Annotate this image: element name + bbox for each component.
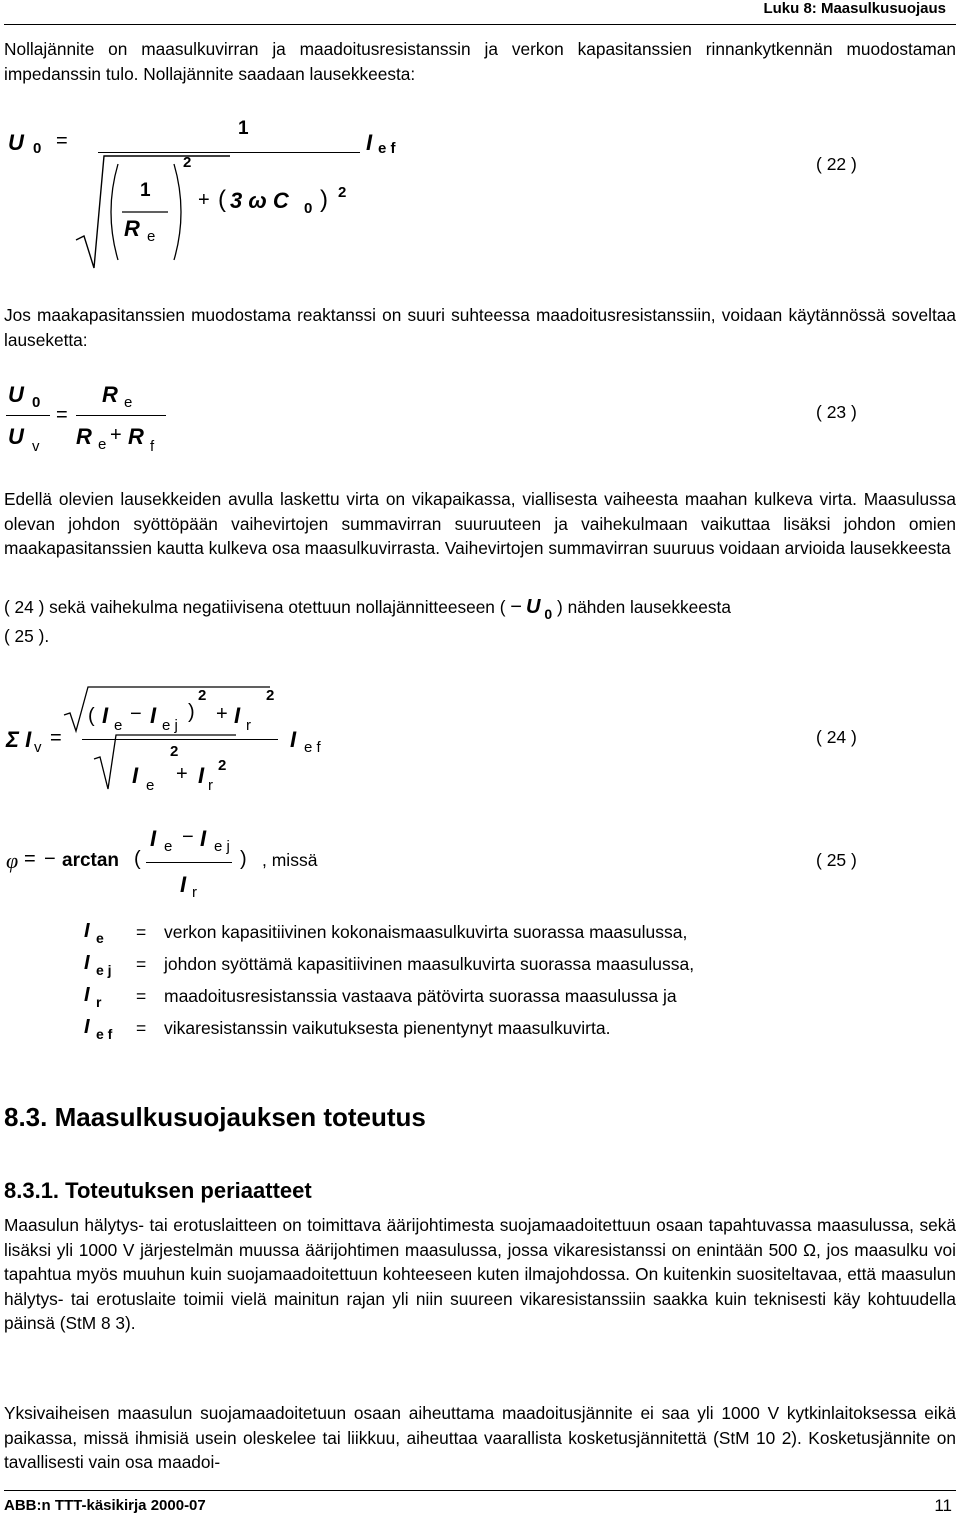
eq24-ir-sub: r (246, 717, 251, 734)
eq24-iej: I (150, 703, 157, 728)
eq25-fraction-bar (146, 862, 232, 863)
eq22-number: ( 22 ) (816, 154, 857, 174)
eq24-ie-den: I (132, 763, 139, 788)
eq24-minus: − (130, 703, 142, 725)
paragraph-3-end: ( 25 ). (4, 626, 50, 646)
eq25-number: ( 25 ) (816, 850, 857, 870)
chapter-header: Luku 8: Maasulkusuojaus (763, 0, 946, 17)
eq24-ie-den-sub: e (146, 777, 155, 794)
def-sub: e j (96, 962, 112, 978)
eq24-ir-den-sub: r (208, 777, 213, 794)
eq25-minus: − (44, 848, 56, 870)
eq25-ir-sub: r (192, 884, 197, 901)
section-heading: 8.3. Maasulkusuojauksen toteutus (4, 1102, 426, 1132)
eq24-equals: = (50, 727, 62, 749)
eq23-re-top-sub: e (124, 394, 133, 411)
def-sub: e (96, 930, 104, 946)
subsection-heading: 8.3.1. Toteutuksen periaatteet (4, 1178, 312, 1203)
eq24-sq4: 2 (218, 757, 227, 774)
def-sub: e f (96, 1026, 113, 1042)
eq24-fraction-bar (82, 739, 278, 740)
def-sym: I (84, 984, 90, 1006)
def-sym: I (84, 920, 90, 942)
paragraph-3-post: ) nähden lausekkeesta (557, 597, 731, 617)
intro-paragraph: Nollajännite on maasulkuvirran ja maadoitusresistanssin ja verkon kapasitanssien rinnankytkennän muodostaman impedanssin tulo. Nollajännite saadaan lausekkeesta: (4, 39, 956, 84)
eq22-lhs-sub: 0 (33, 140, 42, 157)
eq22-equals: = (56, 130, 68, 152)
eq25-ie-sub: e (164, 838, 173, 855)
eq24-ie: I (102, 703, 109, 728)
eq23-re-bottom: R (76, 424, 92, 449)
eq23-re-top: R (102, 382, 118, 407)
section-paragraph-1: Maasulun hälytys- tai erotuslaitteen on toimittava äärijohtimesta suojamaadoitettuun osaan tapahtuvassa maasulussa, sekä lisäksi yli 1000 V järjestelmän muussa äärijohtimen maasulussa, jossa vikaresistanssi on enintään 500 Ω, jos maasulku voi tapahtua myös muuhun kuin suojamaadoitettuun kohteeseen kuten ilmajohdossa. On kuitenkin suositeltavaa, että maasulun hälytys- tai erotuslaite toimii vielä mainitun rajan yli niin suureen vikaresistanssiin saakka kuin teknisesti käy kohtuudella päinsä (StM 8 3). (4, 1215, 956, 1333)
equation-22 (0, 120, 960, 280)
paragraph-2: Jos maakapasitanssien muodostama reaktanssi on suuri suhteessa maadoitusresistanssiin, voidaan käytännössä soveltaa lauseketta: (4, 305, 956, 350)
eq25-phi: φ (6, 848, 19, 873)
eq24-ir-den: I (198, 763, 205, 788)
eq22-i-sub: e f (378, 140, 396, 157)
eq22-sq1: 2 (183, 154, 192, 171)
equation-24 (0, 683, 960, 803)
def-sym: I (84, 952, 90, 974)
def-sym: I (84, 1016, 90, 1038)
header-rule (4, 24, 956, 25)
def-text: verkon kapasitiivinen kokonaismaasulkuvirta suorassa maasulussa, (164, 922, 688, 942)
footer-rule (4, 1490, 956, 1491)
def-text: maadoitusresistanssia vastaava pätövirta suorassa maasulussa ja (164, 986, 677, 1006)
eq23-u0-sub: 0 (32, 394, 41, 411)
eq25-iej: I (200, 826, 207, 851)
inline-minus: − (510, 596, 522, 618)
eq24-iej-sub: e j (162, 717, 178, 734)
page-number: 11 (934, 1496, 952, 1515)
eq22-lparen: ( (218, 186, 226, 213)
eq24-sq2: 2 (266, 687, 275, 704)
eq23-re-bottom-sub: e (98, 436, 107, 453)
eq24-lhs: Σ I (6, 727, 32, 752)
definition-ief (0, 1016, 960, 1046)
eq22-lhs: U (8, 130, 24, 155)
eq25-minus2: − (182, 826, 194, 848)
def-eq: = (136, 986, 147, 1006)
eq22-inner-one: 1 (140, 180, 151, 201)
eq22-c-term: 3 ω C (230, 188, 289, 213)
def-text: vikaresistanssin vaikutuksesta pienentynyt maasulkuvirta. (164, 1018, 611, 1038)
eq22-c-sub: 0 (304, 200, 313, 217)
eq24-plus2: + (176, 763, 188, 785)
inline-u0-sub: 0 (544, 606, 553, 622)
eq23-plus: + (110, 424, 122, 446)
eq25-equals: = (24, 848, 36, 870)
eq25-ir: I (180, 872, 187, 897)
eq24-ie-sub: e (114, 717, 123, 734)
definition-ie (0, 920, 960, 950)
paragraph-3-line (4, 595, 956, 621)
eq24-lhs-sub: v (34, 739, 42, 756)
eq23-rf: R (128, 424, 144, 449)
section-paragraph-2: Yksivaiheisen maasulun suojamaadoitetuun osaan aiheuttama maadoitusjännite ei saa yli 1000 V kytkinlaitoksessa eikä paikassa, missä ihmisiä usein oleskelee tai liikkuu, aiheuttaa vaarallista kosketusjännitettä (StM 10 2). Kosketusjännite on tavallisesti vain osa maadoi- (4, 1403, 956, 1472)
def-eq: = (136, 954, 147, 974)
eq22-r-sub: e (147, 228, 156, 245)
equation-25 (0, 826, 960, 906)
eq22-rparen: ) (320, 186, 328, 213)
def-text: johdon syöttämä kapasitiivinen maasulkuvirta suorassa maasulussa, (164, 954, 695, 974)
paragraph-3-pre: ( 24 ) sekä vaihekulma negatiivisena otettuun nollajännitteeseen ( (4, 597, 506, 617)
eq25-suffix: , missä (262, 850, 318, 870)
eq23-uv-sub: v (32, 438, 40, 455)
eq23-number: ( 23 ) (816, 402, 857, 422)
definition-iej (0, 952, 960, 982)
eq24-sq1: 2 (198, 687, 207, 704)
eq25-ie: I (150, 826, 157, 851)
eq23-frac-right (76, 415, 166, 416)
eq24-plus1: + (216, 703, 228, 725)
eq24-sq3: 2 (170, 743, 179, 760)
eq22-sq2: 2 (338, 184, 347, 201)
eq24-rparen: ) (188, 701, 195, 723)
eq23-frac-left (6, 415, 50, 416)
eq22-r: R (124, 216, 140, 241)
eq25-fn: arctan (62, 850, 120, 871)
equation-23 (0, 382, 960, 462)
eq22-i: I (366, 130, 373, 155)
footer-left: ABB:n TTT-käsikirja 2000-07 (4, 1497, 206, 1514)
inline-u0: U (525, 596, 541, 618)
eq25-iej-sub: e j (214, 838, 230, 855)
eq24-ief: I (290, 727, 297, 752)
def-eq: = (136, 1018, 147, 1038)
eq25-lparen: ( (134, 848, 141, 870)
eq23-rf-sub: f (150, 438, 155, 455)
eq24-lparen: ( (88, 705, 95, 727)
eq22-numerator: 1 (238, 118, 249, 139)
eq25-rparen: ) (240, 848, 247, 870)
def-eq: = (136, 922, 147, 942)
eq24-number: ( 24 ) (816, 727, 857, 747)
definition-ir (0, 984, 960, 1014)
paragraph-3: Edellä olevien lausekkeiden avulla laskettu virta on vikapaikassa, viallisesta vaiheesta maahan kulkeva virta. Maasulussa olevan johdon syöttöpään vaihevirtojen summavirran suuruuteen ja vaihekulmaan vaikuttaa lisäksi johdon omien maakapasitanssien kautta kulkeva osa maasulkuvirrasta. Vaihevirtojen summavirran suuruus voidaan arvioida lausekkeesta (4, 489, 956, 558)
def-sub: r (96, 994, 102, 1010)
eq22-plus: + (198, 189, 210, 211)
eq23-u0: U (8, 382, 24, 407)
eq24-ir: I (234, 703, 241, 728)
eq23-equals: = (56, 404, 68, 426)
eq24-ief-sub: e f (304, 739, 321, 756)
eq23-uv: U (8, 424, 24, 449)
